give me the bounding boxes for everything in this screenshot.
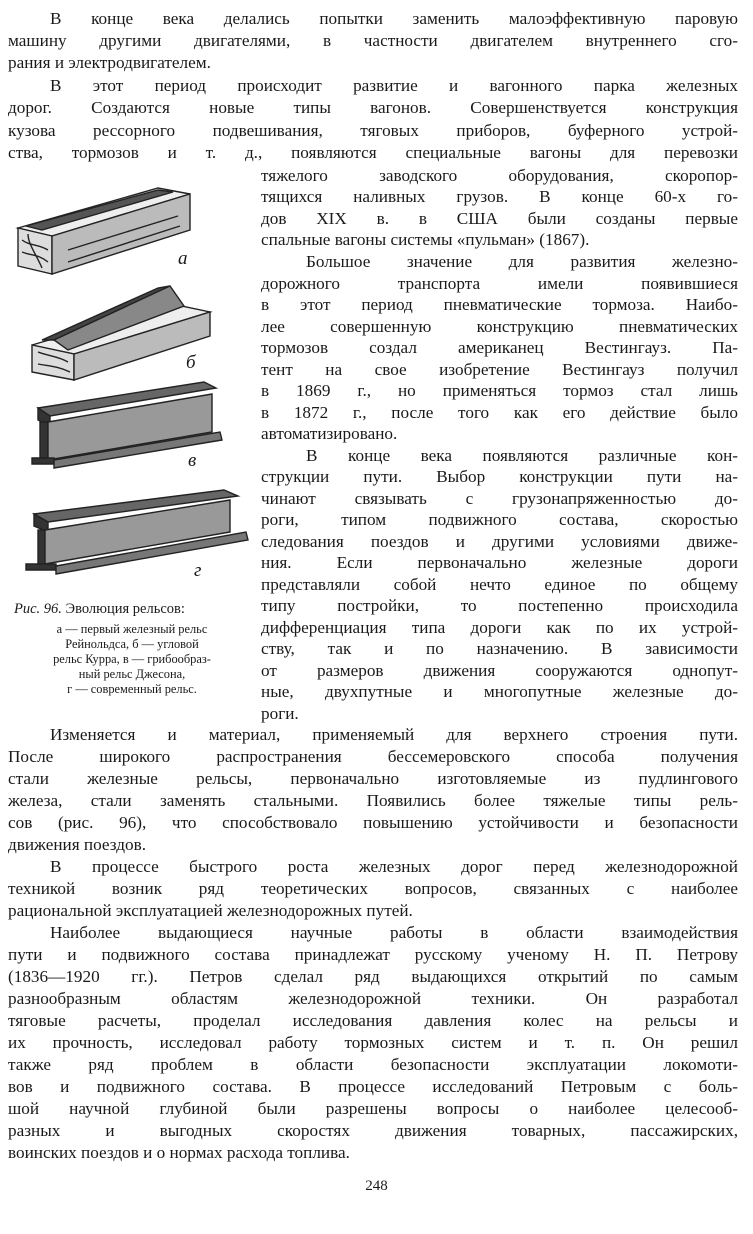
text-line: их прочность, исследовал работу тормозных систем и т. п. Он решил [8,1033,738,1052]
text-line: дорог. Создаются новые типы вагонов. Совершенствуется конструкция [8,98,738,117]
figure-label-a: а [178,248,188,269]
text-line: ства, тормозов и т. д., появляются специальные вагоны для перевозки [8,143,738,162]
text-line: (1836—1920 гг.). Петров сделал ряд выдающихся открытий по самым [8,967,738,986]
text-line: тент на свое изобретение Вестингауз получил [261,360,738,379]
text-line: В конце века делались попытки заменить малоэффективную паровую [50,9,738,28]
text-line: тяжелого заводского оборудования, скоропор- [261,166,738,185]
figure-label-v: в [188,450,197,471]
rail-g-drawing [26,490,248,574]
text-line: также ряд проблем в области безопасности эксплуатации локомоти- [8,1055,738,1074]
text-line: вов и подвижного состава. В процессе исследований Петровым с боль- [8,1077,738,1096]
text-line: спальные вагоны системы «пульман» (1867). [261,230,590,249]
text-line: роги, типом подвижного состава, скоростью [261,510,738,529]
text-line: железа, стали заменять стальными. Появились более тяжелые типы рель- [8,791,738,810]
text-line: типу постройки, то постепенно происходила [261,596,738,615]
figure-label-b: б [186,352,196,373]
rail-evolution-figure [8,170,256,590]
text-line: тормозов создал американец Вестингауз. Па- [261,338,738,357]
page-number: 248 [365,1178,388,1194]
text-line: дорожного транспорта имели появившиеся [261,274,738,293]
text-line: кузова рессорного подвешивания, тяговых приборов, буферного устрой- [8,121,738,140]
text-line: техникой возник ряд теоретических вопросов, связанных с наиболее [8,879,738,898]
text-line: струкции пути. Выбор конструкции пути на- [261,467,738,486]
text-line: представляли собой нечто единое по общему [261,575,738,594]
caption-line: ный рельс Джесона, [78,667,186,681]
text-line: дов XIX в. в США были созданы первые [261,209,738,228]
text-line: рания и электродвигателем. [8,53,211,72]
text-line: в 1869 г., но применяться тормоз стал лишь [261,381,738,400]
text-line: чинают связывать с грузонапряженностью до- [261,489,738,508]
text-line: ные, двухпутные и многопутные железные до- [261,682,738,701]
rail-b-drawing [32,286,210,380]
text-line: ния. Если первоначально железные дороги [261,553,738,572]
text-line: автоматизировано. [261,424,398,443]
text-line: В этот период происходит развитие и вагонного парка железных [50,76,738,95]
text-line: лее совершенную конструкцию пневматических [261,317,738,336]
figure-number: Рис. 96. [14,601,62,617]
text-line: стали железные рельсы, первоначально изготовляемые из пудлингового [8,769,738,788]
figure-title: Эволюция рельсов: [65,601,185,617]
text-line: машину другими двигателями, в частности двигателем внутреннего сго- [8,31,738,50]
text-line: роги. [261,704,299,723]
figure-label-g: г [194,560,202,581]
caption-line: г — современный рельс. [67,682,197,696]
text-line: сов (рис. 96), что способствовало повышению устойчивости и безопасности [8,813,738,832]
text-line: в этот период пневматические тормоза. Наибо- [261,295,738,314]
text-line: Изменяется и материал, применяемый для верхнего строения пути. [50,725,738,744]
text-line: от размеров движения сооружаются однопут- [261,661,738,680]
rail-a-drawing [18,188,190,274]
figure-caption-title [14,601,185,618]
text-line: Большое значение для развития железно- [306,252,738,271]
text-line: в 1872 г., после того как его действие было [261,403,738,422]
text-line: Наиболее выдающиеся научные работы в области взаимодействия [50,923,738,942]
caption-line: Рейнольдса, б — угловой [65,637,199,651]
text-line: В процессе быстрого роста железных дорог перед железнодорожной [50,857,738,876]
text-line: шой научной глубиной были разрешены вопросы о наиболее целесооб- [8,1099,738,1118]
text-line: тящихся наливных грузов. В конце 60-х го- [261,187,738,206]
text-line: ству, так и по назначению. В зависимости [261,639,738,658]
text-line: пути и подвижного состава принадлежат русскому ученому Н. П. Петрову [8,945,738,964]
text-line: следования поездов и другими условиями движе- [261,532,738,551]
text-line: дифференциация типа дороги как по их устрой- [261,618,738,637]
text-line: разнообразным областям железнодорожной техники. Он разработал [8,989,738,1008]
text-line: В конце века появляются различные кон- [306,446,738,465]
caption-line: рельс Курра, в — грибообраз- [53,652,211,666]
text-line: разных и выгодных скоростях движения товарных, пассажирских, [8,1121,738,1140]
text-line: рациональной эксплуатацией железнодорожных путей. [8,901,413,920]
caption-line: а — первый железный рельс [56,622,208,636]
text-line: воинских поездов и о нормах расхода топлива. [8,1143,350,1162]
text-line: движения поездов. [8,835,147,854]
text-line: После широкого распространения бессемеровского способа получения [8,747,738,766]
text-line: тяговые расчеты, проделал исследования давления колес на рельсы и [8,1011,738,1030]
